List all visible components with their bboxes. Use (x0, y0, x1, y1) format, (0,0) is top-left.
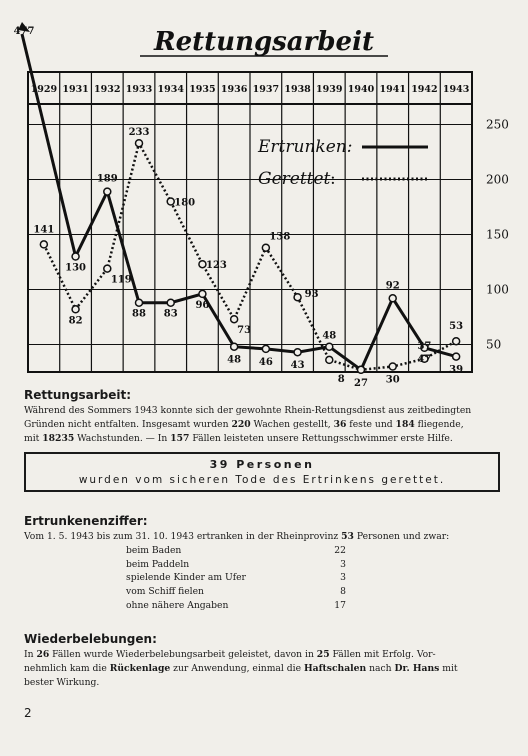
rescued-persons-box: 39 Personen wurden vom sicheren Tode des Ertrinkens gerettet. (24, 452, 500, 492)
point-ertrunken (104, 188, 111, 195)
x-tick-label: 1942 (411, 84, 438, 95)
value-label-ertrunken: 27 (354, 377, 368, 389)
value-label-gerettet: 123 (205, 260, 227, 272)
value-label-gerettet: 37 (417, 340, 432, 352)
x-tick-label: 1933 (125, 84, 153, 95)
rescued-text: wurden vom sicheren Tode des Ertrinkens gerettet. (78, 474, 446, 486)
value-label-gerettet: 82 (68, 315, 83, 327)
point-gerettet (453, 338, 460, 345)
value-label-ertrunken: 83 (163, 308, 178, 320)
point-ertrunken (262, 345, 269, 352)
legend-label-ertrunken: Ertrunken: (258, 137, 353, 157)
point-gerettet (326, 356, 333, 363)
point-gerettet (199, 261, 206, 268)
value-label-ertrunken: 43 (290, 360, 305, 372)
value-label-ertrunken: 88 (132, 308, 146, 320)
x-tick-label: 1929 (30, 84, 58, 95)
point-gerettet (389, 363, 396, 370)
point-ertrunken (136, 299, 143, 306)
point-ertrunken (389, 295, 396, 302)
x-tick-label: 1932 (94, 84, 121, 95)
cause-row: vom Schiff fielen 8 (126, 586, 346, 598)
wiederbelebung-text: In 26 Fällen wurde Wiederbelebungsarbeit geleistet, davon in 25 Fällen mit Erfolg. Vor- nehmlich kam die Rückenlage zur Anwendung, einmal die Haftschalen nach Dr. Hans mit bester Wirkung. (24, 649, 458, 688)
value-label-gerettet: 233 (128, 127, 150, 139)
value-label-ertrunken: 48 (227, 354, 242, 366)
value-label-ertrunken: 48 (322, 330, 337, 342)
point-gerettet (294, 294, 301, 301)
rettungsarbeit-text: Während des Sommers 1943 konnte sich der gewohnte Rhein-Rettungsdienst aus zeitbedingten Gründen nicht entfalten. Insgesamt wurden 220 Wachen gestellt, 36 feste und 184 fliegende, mit 18235 Wachstunden. — In 157 Fällen leisteten unsere Rettungsschwimmer erste Hilfe. (24, 405, 472, 444)
rettungsarbeit-heading: Rettungsarbeit: (24, 388, 132, 402)
ertrunken-intro: Vom 1. 5. 1943 bis zum 31. 10. 1943 ertranken in der Rheinprovinz 53 Personen und zwar: (24, 531, 450, 542)
value-label-ertrunken: 96 (195, 299, 210, 311)
value-label-gerettet: 180 (174, 197, 196, 209)
x-tick-label: 1940 (347, 84, 375, 95)
point-ertrunken (358, 366, 365, 373)
x-tick-label: 1938 (284, 84, 311, 95)
chart-title: Rettungsarbeit (154, 27, 374, 57)
x-tick-label: 1935 (189, 84, 216, 95)
value-label-ertrunken: 92 (385, 280, 400, 292)
point-ertrunken (453, 353, 460, 360)
legend-colon: : (330, 169, 336, 189)
value-label-ertrunken: 477 (13, 26, 35, 37)
value-label-ertrunken: 46 (258, 356, 273, 368)
point-ertrunken (72, 253, 79, 260)
y-tick-label: 100 (486, 282, 509, 297)
x-tick-label: 1939 (316, 84, 343, 95)
cause-row: beim Baden 22 (126, 545, 346, 557)
legend-label-gerettet: Gerettet (258, 169, 331, 189)
y-tick-label: 150 (486, 227, 509, 242)
point-ertrunken (167, 299, 174, 306)
point-gerettet (167, 198, 174, 205)
wiederbelebung-heading: Wiederbelebungen: (24, 632, 157, 646)
value-label-ertrunken: 39 (449, 364, 464, 376)
x-tick-label: 1937 (252, 84, 280, 95)
y-tick-label: 250 (486, 117, 509, 132)
ertrunken-heading: Ertrunkenenziffer: (24, 514, 148, 528)
point-gerettet (136, 140, 143, 147)
value-label-gerettet: 138 (269, 231, 291, 243)
cause-row: beim Paddeln 3 (126, 558, 346, 570)
value-label-gerettet: 53 (449, 321, 464, 333)
value-label-gerettet: 141 (33, 224, 55, 236)
x-tick-label: 1936 (220, 84, 248, 95)
cause-row: ohne nähere Angaben 17 (126, 599, 346, 611)
x-tick-label: 1934 (157, 84, 184, 95)
value-label-extra: 8 (337, 373, 345, 385)
point-ertrunken (231, 343, 238, 350)
value-label-ertrunken: 47 (417, 353, 432, 365)
drowning-causes-table (126, 544, 346, 612)
y-tick-label: 200 (486, 172, 509, 187)
point-gerettet (72, 306, 79, 313)
point-ertrunken (326, 343, 333, 350)
x-tick-label: 1931 (62, 84, 89, 95)
y-tick-label: 50 (486, 337, 502, 352)
value-label-gerettet: 30 (385, 374, 400, 386)
x-tick-label: 1943 (442, 84, 470, 95)
value-label-gerettet: 119 (110, 274, 132, 286)
value-label-gerettet: 93 (304, 289, 319, 301)
value-label-gerettet: 73 (237, 325, 252, 337)
value-label-ertrunken: 130 (65, 262, 87, 274)
value-label-ertrunken: 189 (96, 173, 118, 185)
page-number: 2 (24, 706, 32, 720)
point-gerettet (104, 265, 111, 272)
point-gerettet (40, 241, 47, 248)
point-gerettet (262, 244, 269, 251)
rescued-count: 39 (209, 458, 230, 471)
x-tick-label: 1941 (379, 84, 406, 95)
point-ertrunken (199, 290, 206, 297)
point-ertrunken (294, 349, 301, 356)
point-gerettet (231, 316, 238, 323)
cause-row: spielende Kinder am Ufer 3 (126, 572, 346, 584)
